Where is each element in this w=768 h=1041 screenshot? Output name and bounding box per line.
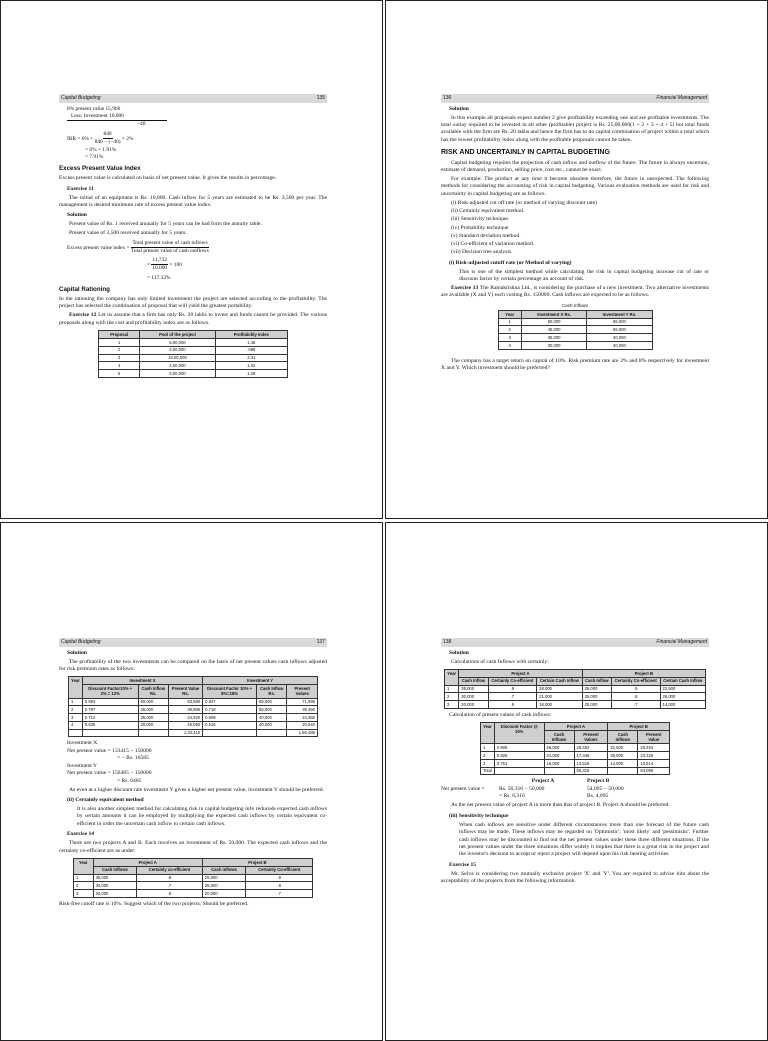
- header-left: Capital Budgeting: [61, 639, 101, 645]
- table-row: 3 0.712 35,000 24,920 0.609 40,000 24,360: [69, 714, 318, 722]
- table-row: 3 20,000 .9 20,000 .7: [74, 890, 313, 898]
- project-b-label: Project B: [587, 778, 610, 785]
- table-header: Pool of the project: [140, 331, 215, 339]
- table-header: Certainly Co-efficient: [246, 866, 313, 874]
- table-header: Year: [69, 677, 83, 698]
- table-row: 3 20,000 .9 18,000 20,000 .7 14,000: [445, 701, 706, 709]
- table-row: 1 35,000 .8 25,000 .9: [74, 874, 313, 882]
- table-row: 4 30,000 40,000: [498, 342, 652, 350]
- table-row: 2 30,000 .7 21,000 35,000 .8 28,000: [445, 693, 706, 701]
- header-left: Capital Budgeting: [61, 95, 101, 101]
- table-row: 1 0.909 28,000 25,452 22,500 20,453: [481, 744, 670, 752]
- table-header: Present Value Rs.: [168, 685, 202, 698]
- npv-line: = Rs. 6,316 Rs. 4,095: [499, 793, 609, 800]
- table-group-header: Project B: [582, 670, 705, 678]
- calc-line: −40: [67, 120, 167, 128]
- risk-adjusted-table: [68, 676, 318, 737]
- paragraph: In this example all proposals expect number 2 give profitability exceeding one and are profitable investments. The total outlay required to be invested in all other (profitable) project is Rs. 25,00,000(1 + 2 + 3 + 4 + 5) but total funds available with the firm are Rs. 20 lakhs and hence the firm has to do capital combination of project within a total which has the lowest profitability index along with the profitable proposals cannot be taken.: [441, 114, 709, 143]
- certainty-table: [73, 858, 313, 898]
- table-row: 2 30,000 .7 35,000 .8: [74, 882, 313, 890]
- table-header: Year: [498, 310, 521, 318]
- table-group-header: Project A: [544, 723, 608, 731]
- calc-line: Less: Investment 16,000: [71, 112, 124, 119]
- table-row: 1 60,000 65,000: [498, 318, 652, 326]
- table-header: Cash Inflow Rs.: [257, 685, 287, 698]
- list-item: (ii) Certainly equivalent method.: [451, 208, 525, 215]
- irr-formula: IRR = 6% + $\frac{840}{840 - (-40)}$ × 2%: [67, 131, 134, 146]
- paragraph: The initial of an equipment is Rs. 10,000. Cash inflow for 5 years are estimated to be Rs. 3,500 per year. The management is desired minimum rate of excess present value index.: [59, 194, 327, 209]
- table-row: 4 0.635 30,000 19,050 0.516 40,000 20,640: [69, 721, 318, 729]
- exercise-title: Exercise 14: [67, 831, 95, 838]
- paragraph: The profitability of the two investments can be compared on the basis of net present values cash inflows adjusted for risk premium rates as follows:: [59, 658, 327, 673]
- list-item: (i) Risk-adjusted cut off rate (or method of varying discount rate): [451, 199, 597, 206]
- subsection-heading: (ii) Certainly equivalent method: [67, 796, 144, 803]
- header-left: 138: [443, 639, 452, 645]
- table-header: Certainly Co-efficient: [488, 677, 537, 685]
- certain-cash-inflow-table: [444, 669, 706, 709]
- table-total-row: Total 56,316 54,095: [481, 767, 670, 775]
- calc-line: = 117.32%: [147, 274, 171, 281]
- table-header: Discount Factor @ 10%: [494, 723, 544, 744]
- paragraph: Capital budgeting requires the projection of cash inflow and outflow of the future. The future in always uncertain, estimate of demand, production, selling price, cost etc., cannot be exact.: [441, 159, 709, 174]
- table-header: Present Values: [574, 731, 608, 744]
- page-138: [385, 522, 768, 1041]
- table-header: Discount Factor10% + 2% = 12%: [82, 685, 138, 698]
- table-header: Certain Cash Inflow: [537, 677, 582, 685]
- solution-title: Solution: [449, 105, 469, 112]
- paragraph: Exercise 12 Let us assume that a firm has only Rs. 20 lakhs to invest and funds cannot be provided. The various proposals along with the cost and profitability index are as follows.: [59, 312, 327, 326]
- paragraph: For example: The product at any time it become obsolete therefore, the future in unexpected. The following methods for considering the accounting of risk in capital budgeting. Various evaluation methods are used for risk and uncertainty in capital budgeting are as follows.: [441, 176, 709, 197]
- table-header: Certainly Co-efficient: [611, 677, 660, 685]
- paragraph: Mr. Selva is considering two mutually exclusive project 'X' and 'Y'. You are required to advise him about the acceptability of the projects from the following information.: [441, 870, 709, 885]
- solution-title: Solution: [67, 212, 87, 219]
- subsection-heading: (iii) Sensitivity technique: [449, 812, 509, 819]
- table-header: Cash Inflows: [608, 731, 638, 744]
- epvi-formula-2: = $\frac{11,732}{10,000}$ × 100: [147, 257, 182, 272]
- list-item: (iii) Sensitivity technique.: [451, 216, 510, 223]
- table-group-header: Project A: [459, 670, 582, 678]
- project-a-label: Project A: [531, 778, 555, 785]
- table-header: Present Value: [638, 731, 670, 744]
- epvi-formula: Excess present value index = $\frac{\text{Total present value of cash inflows}}{\text{Total present value of cash outflows}}$: [67, 239, 209, 254]
- table-header: Certainly co-efficient: [137, 866, 203, 874]
- paragraph: It is also another simplest method for calculating risk in capital budgeting info reduceds expected cash inflows by certain amounts it can be employed by multiplying the expected cash inflows by certain equivalent co-efficient in order the uncertain cash inflow to certain cash inflows.: [77, 805, 327, 827]
- table-header: Present Values: [287, 685, 318, 698]
- table-header: Investment Y Rs.: [587, 310, 652, 318]
- table-row: 2 2,00,000 .098: [99, 346, 288, 354]
- investment-x-label: Investment X: [67, 740, 98, 747]
- table-caption: Cash Inflows: [561, 302, 589, 308]
- list-item: (v) Standard deviation method.: [451, 232, 521, 239]
- header-right: Financial Management: [656, 95, 707, 101]
- table-group-header: Project A: [93, 859, 202, 867]
- investment-y-label: Investment Y: [67, 762, 98, 769]
- table-row: 4 4,00,000 1.32: [99, 362, 288, 370]
- paragraph: Present value of Rs. 1 received annually for 5 years can be had form the annuity table.: [69, 221, 262, 228]
- paragraph: Excess present value is calculated on basis of net present value. It gives the results in percentage.: [59, 175, 277, 182]
- exercise-title: Exercise 11: [67, 185, 94, 192]
- table-group-header: Project B: [202, 859, 312, 867]
- running-header: [59, 638, 327, 647]
- calc-line: Net present value = 156485 − 150000: [67, 770, 152, 777]
- paragraph: Calculations of cash Inflows with certainly:: [451, 658, 549, 665]
- table-header: Certain Cash Inflow: [660, 677, 706, 685]
- running-header: [441, 638, 709, 647]
- table-header: Profitability Index: [215, 331, 287, 339]
- table-row: 2 45,000 55,000: [498, 326, 652, 334]
- table-group-header: Investment Y: [203, 677, 318, 685]
- table-header: Cash inflows: [202, 866, 246, 874]
- solution-title: Solution: [449, 649, 469, 656]
- methods-list: [451, 200, 709, 257]
- table-header: Investment X Rs.: [521, 310, 586, 318]
- table-header: Proposal: [99, 331, 140, 339]
- exercise-title: Exercise 15: [449, 861, 477, 868]
- table-header: Cash Inflows: [544, 731, 574, 744]
- header-left: 136: [443, 95, 452, 101]
- table-header: Cash Inflow: [582, 677, 611, 685]
- table-total-row: 1,33,415 1,56,485: [69, 729, 318, 737]
- table-header: Cash Inflow Rs.: [138, 685, 168, 698]
- calc-line: Net present value = 133415 − 150000: [67, 747, 152, 754]
- section-heading: Capital Rationing: [59, 285, 110, 293]
- running-header: [441, 94, 709, 103]
- table-row: 1 6,00,000 1.46: [99, 338, 288, 346]
- table-group-header: Investment X: [82, 677, 202, 685]
- table-row: 2 0.826 21,000 17,346 28,000 23,128: [481, 752, 670, 760]
- paragraph: Present value of 3,500 received annually for 5 years.: [69, 230, 187, 237]
- paragraph: When cash inflows are sensitive under different circumstances more than one forecast of the future cash inflows may be made. These inflows may be regarded on 'Optimistic', 'most likely' and 'pessimistic'. Further cash inflows may be discounted to find out the net present values under these three different situations. If the net present values under the three situations differ widely it implies that there is a great risk in the project and the investor's decision to accept or reject a project will depend upon his risk bearing activities.: [459, 821, 709, 858]
- list-item: (vii) Decision tree analysis.: [451, 249, 513, 256]
- table-row: 3 35,000 40,000: [498, 334, 652, 342]
- page-136: [385, 0, 768, 519]
- cash-inflows-table: [498, 310, 653, 350]
- table-group-header: Project B: [608, 723, 670, 731]
- table-row: 3 0.751 18,000 13,518 14,000 10,514: [481, 759, 670, 767]
- present-values-table: [480, 722, 670, 775]
- subsection-heading: (i) Risk-adjusted cutoff rate (or Method of varying): [449, 259, 572, 266]
- table-header: Year: [74, 859, 94, 875]
- paragraph: Calculation of present values of cash inflows:: [449, 711, 552, 718]
- proposal-table: [98, 330, 288, 378]
- calc-line: = Rs. 6485: [117, 777, 142, 784]
- running-header: [59, 94, 327, 103]
- paragraph: The company has a target return on capital of 10%. Risk premium rate are 2% and 8% respectively for investment X and Y. Which investment should be preferred?: [441, 357, 709, 372]
- solution-title: Solution: [67, 649, 87, 656]
- header-right: Financial Management: [656, 639, 707, 645]
- list-item: (vi) Co-efficient of variation method.: [451, 240, 535, 247]
- paragraph: There are two projects A and B. Each involves an investment of Rs. 50,000. The expected cash inflows and the certainty co-efficient are as under:: [59, 840, 327, 854]
- calc-line: = 7.91%: [85, 153, 104, 160]
- calc-line: 8% present value 15,960: [67, 105, 121, 112]
- table-row: 2 0.797 45,000 35,865 0.718 55,000 39,490: [69, 706, 318, 714]
- table-row: 1 35,000 .8 28,000 25,000 .9 22,500: [445, 685, 706, 693]
- table-header: Year: [445, 670, 459, 686]
- section-heading: Excess Present Value Index: [59, 164, 141, 172]
- table-header: Year: [481, 723, 495, 744]
- table-header: Discount Factor 10% + 8%=18%: [203, 685, 257, 698]
- table-row: 5 3,00,000 1.25: [99, 370, 288, 378]
- page-135: [0, 0, 383, 519]
- section-heading: RISK AND UNCERTAINLY IN CAPITAL BUDGETING: [441, 149, 610, 157]
- page-137: [0, 522, 383, 1041]
- table-row: 1 0.893 60,000 53,580 0.847 65,000 71,995: [69, 698, 318, 706]
- npv-line: Net present value = Rs. 56,316 − 50,000 54,095 − 50,000: [441, 785, 624, 792]
- paragraph: As the net present value of project A in more than that of project B. Project A should be preferred.: [451, 802, 670, 809]
- paragraph: As even at a higher discount rate investment Y gives a higher net present value, investment Y should be preferred.: [69, 786, 325, 793]
- project-labels: [441, 778, 709, 785]
- header-right: 135: [316, 95, 325, 101]
- paragraph: This is one of the simplest method while calculating the risk in capital budgeting increase cut of rate or discount factor by certain percentage an account of risk.: [459, 268, 709, 283]
- header-right: 137: [316, 639, 325, 645]
- calc-line: = 6% + 1.91%: [85, 146, 117, 153]
- paragraph: Risk-free cutoff rate is 10%. Suggest which of the two projects. Should be preferred.: [59, 900, 249, 907]
- table-row: 3 10,00,000 2.31: [99, 354, 288, 362]
- paragraph: In the rationing the company has only limited investment the project are selected according to the profitability. The project has selected the combination of proposal that will yield the greatest portability.: [59, 295, 327, 310]
- paragraph: Exercise 13 The Ramakrishna Ltd., is considering the purchase of a new investment. Two alternative investments are available (X and Y) each costing Rs. 150000. Cash inflows are expected to be as follows.: [441, 284, 709, 299]
- calc-line: = − Rs. 16585: [117, 755, 149, 762]
- table-header: Cash inflows: [93, 866, 137, 874]
- table-header: Cash Inflow: [459, 677, 488, 685]
- list-item: (iv) Probability technique: [451, 224, 509, 231]
